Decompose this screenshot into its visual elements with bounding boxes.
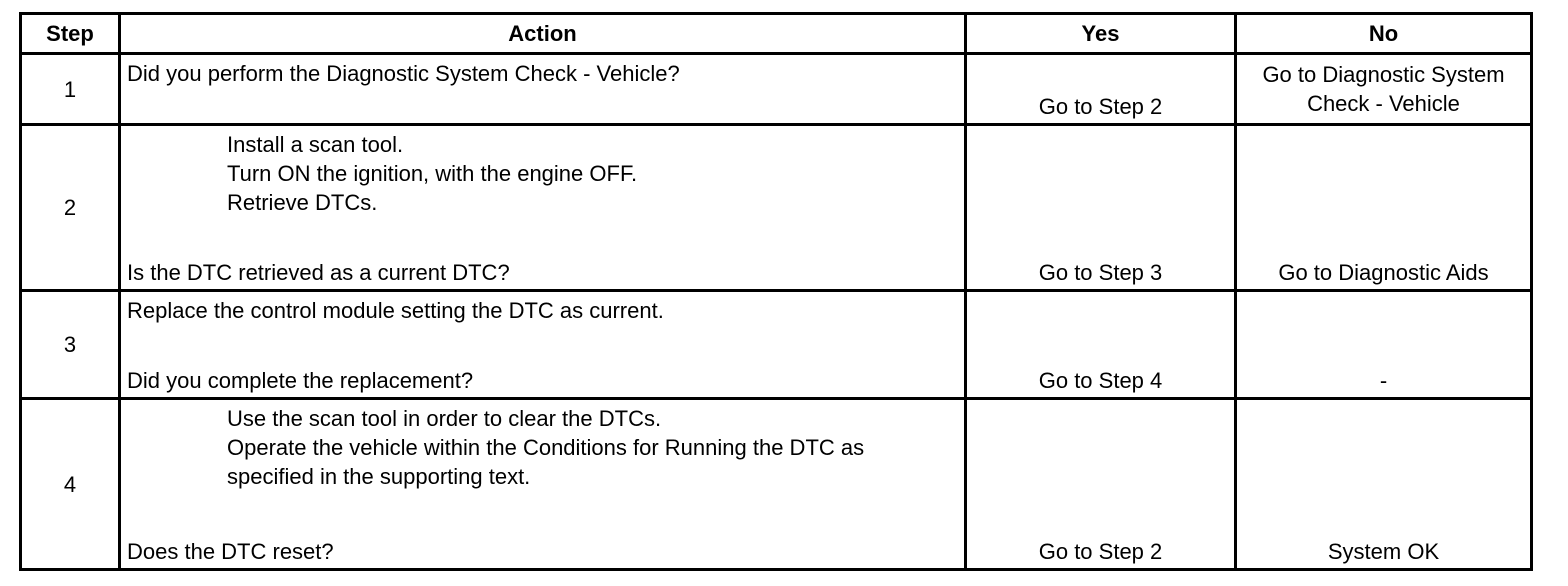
instruction-list — [127, 404, 958, 491]
step-number: 3 — [22, 292, 121, 400]
instruction-item: specified in the supporting text. — [227, 464, 531, 489]
action-question: Does the DTC reset? — [127, 539, 334, 564]
yes-cell: Go to Step 2 — [967, 400, 1237, 568]
instruction-item: Operate the vehicle within the Conditions for Running the DTC as — [227, 435, 865, 460]
action-cell — [121, 400, 967, 568]
no-text: Go to Diagnostic System Check - Vehicle — [1262, 62, 1505, 116]
step-number: 4 — [22, 400, 121, 568]
diagnostic-table — [19, 12, 1533, 571]
step-number: 1 — [22, 55, 121, 126]
action-question: Is the DTC retrieved as a current DTC? — [127, 260, 510, 285]
header-yes: Yes — [967, 15, 1237, 55]
no-cell: - — [1237, 292, 1530, 400]
yes-cell: Go to Step 4 — [967, 292, 1237, 400]
header-step: Step — [22, 15, 121, 55]
yes-cell: Go to Step 3 — [967, 126, 1237, 292]
action-question: Did you complete the replacement? — [127, 368, 474, 393]
instruction-item: Install a scan tool. — [227, 132, 404, 157]
action-cell — [121, 126, 967, 292]
yes-cell: Go to Step 2 — [967, 55, 1237, 126]
header-action: Action — [121, 15, 967, 55]
action-question: Did you perform the Diagnostic System Check - Vehicle? — [127, 61, 680, 86]
header-no: No — [1237, 15, 1530, 55]
no-cell: Go to Diagnostic Aids — [1237, 126, 1530, 292]
step-number: 2 — [22, 126, 121, 292]
no-cell — [1237, 55, 1530, 126]
instruction-item: Use the scan tool in order to clear the DTCs. — [227, 406, 662, 431]
instruction-list — [127, 130, 958, 217]
action-instruction: Replace the control module setting the DTC as current. — [127, 298, 664, 323]
no-cell: System OK — [1327, 539, 1440, 564]
instruction-item: Retrieve DTCs. — [227, 190, 378, 215]
action-cell — [121, 292, 967, 400]
action-cell — [121, 55, 967, 126]
instruction-item: Turn ON the ignition, with the engine OFF. — [227, 161, 638, 186]
